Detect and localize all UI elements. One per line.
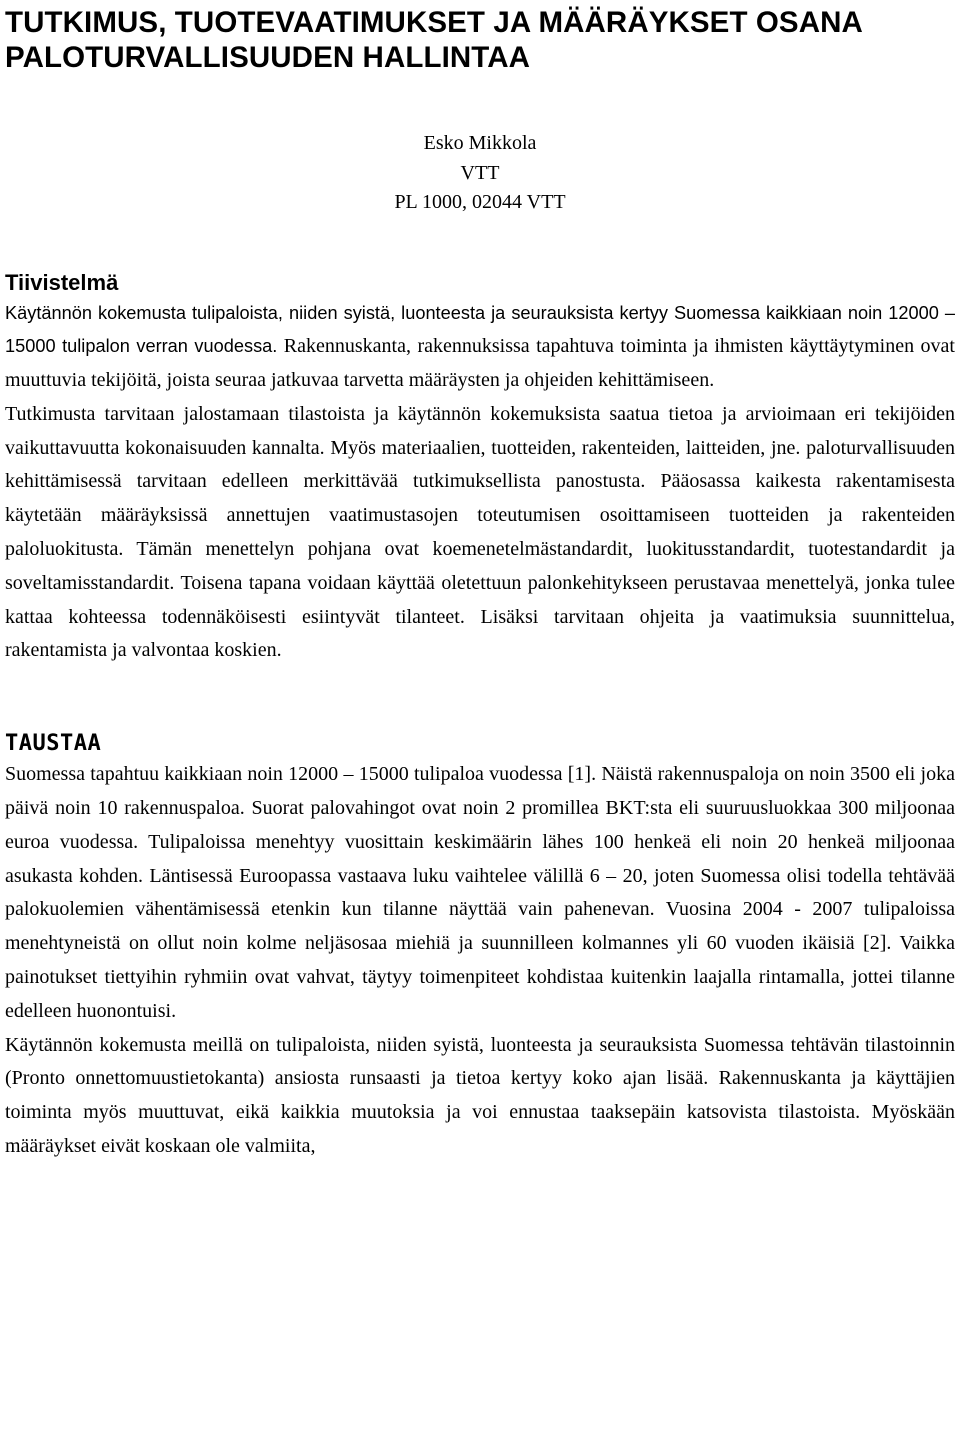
- abstract-paragraph-1: [5, 297, 955, 398]
- document-page: [5, 0, 955, 1164]
- abstract-paragraph-1-sans: Käytännön kokemusta tulipaloista, niiden syistä, luonteesta ja seurauksista kertyy Suomessa kaikkiaan noin 12000 – 15000 tulipalon verran vuodessa.: [5, 302, 955, 357]
- author-block: [5, 129, 955, 218]
- abstract-paragraph-2: Tutkimusta tarvitaan jalostamaan tilastoista ja käytännön kokemuksista saatua tietoa ja arvioimaan eri tekijöiden vaikuttavuutta kokonaisuuden kannalta. Myös materiaalien, tuotteiden, rakenteiden, laitteiden, jne. paloturvallisuuden kehittämisessä tarvitaan edelleen merkittävää tutkimuksellista panostusta. Pääosassa kaikesta rakentamisesta käytetään määräyksissä annettujen vaatimustasojen toteutumisen osoittamiseen tuotteiden ja rakenteiden paloluokitusta. Tämän menettelyn pohjana ovat koemenetelmästandardit, luokitusstandardit, tuotestandardit ja soveltamisstandardit. Toisena tapana voidaan käyttää oletettuun palonkehitykseen perustavaa menettelyä, jonka tulee kattaa kohteessa todennäköisesti esiintyvät tilanteet. Lisäksi tarvitaan ohjeita ja vaatimuksia suunnittelua, rakentamista ja valvontaa koskien.: [5, 402, 955, 662]
- section-paragraph-2: Käytännön kokemusta meillä on tulipaloista, niiden syistä, luonteesta ja seurauksista Suomessa tehtävän tilastoinnin (Pronto onnettomuustietokanta) ansiosta runsaasti ja tietoa kertyy koko ajan lisää. Rakennuskanta ja käyttäjien toiminta myös muuttuvat, eikä kaikkia muutoksia ja voi ennustaa taaksepäin katsovista tilastoista. Myöskään määräykset eivät koskaan ole valmiita,: [5, 1033, 955, 1158]
- section-paragraph-1: Suomessa tapahtuu kaikkiaan noin 12000 – 15000 tulipaloa vuodessa [1]. Näistä rakennuspaloja on noin 3500 eli joka päivä noin 10 rakennuspaloa. Suorat palovahingot ovat noin 2 promillea BKT:sta eli suuruusluokkaa 300 miljoonaa euroa vuodessa. Tulipaloissa menehtyy vuosittain keskimäärin lähes 100 henkeä eli noin 20 henkeä miljoonaa asukasta kohden. Läntisessä Euroopassa vastaava luku vaihtelee välillä 6 – 20, joten Suomessa olisi todella tehtävää palokuolemien vähentämisessä etenkin kun tilanne näyttää vain pahenevan. Vuosina 2004 - 2007 tulipaloissa menehtyneistä on ollut noin kolme neljäsosaa miehiä ja suunnilleen kolmannes yli 60 vuoden ikäisiä [2]. Vaikka painotukset tiettyihin ryhmiin ovat vahvat, täytyy toimenpiteet kohdistaa kuitenkin laajalla rintamalla, jottei tilanne edelleen huonontuisi.: [5, 763, 955, 1022]
- document-title: TUTKIMUS, TUOTEVAATIMUKSET JA MÄÄRÄYKSET OSANA PALOTURVALLISUUDEN HALLINTAA: [5, 6, 862, 74]
- author-name: Esko Mikkola: [423, 132, 537, 154]
- author-organization: VTT: [460, 161, 500, 184]
- abstract-heading: Tiivistelmä: [5, 269, 119, 295]
- author-address: PL 1000, 02044 VTT: [394, 191, 566, 213]
- abstract-paragraph-1-serif: Rakennuskanta, rakennuksissa tapahtuva toiminta ja ihmisten käyttäytyminen ovat muuttuvia tekijöitä, joista seuraa jatkuvaa tarvetta määräysten ja ohjeiden kehittämiseen.: [5, 335, 955, 392]
- section-heading: TAUSTAA: [5, 731, 102, 757]
